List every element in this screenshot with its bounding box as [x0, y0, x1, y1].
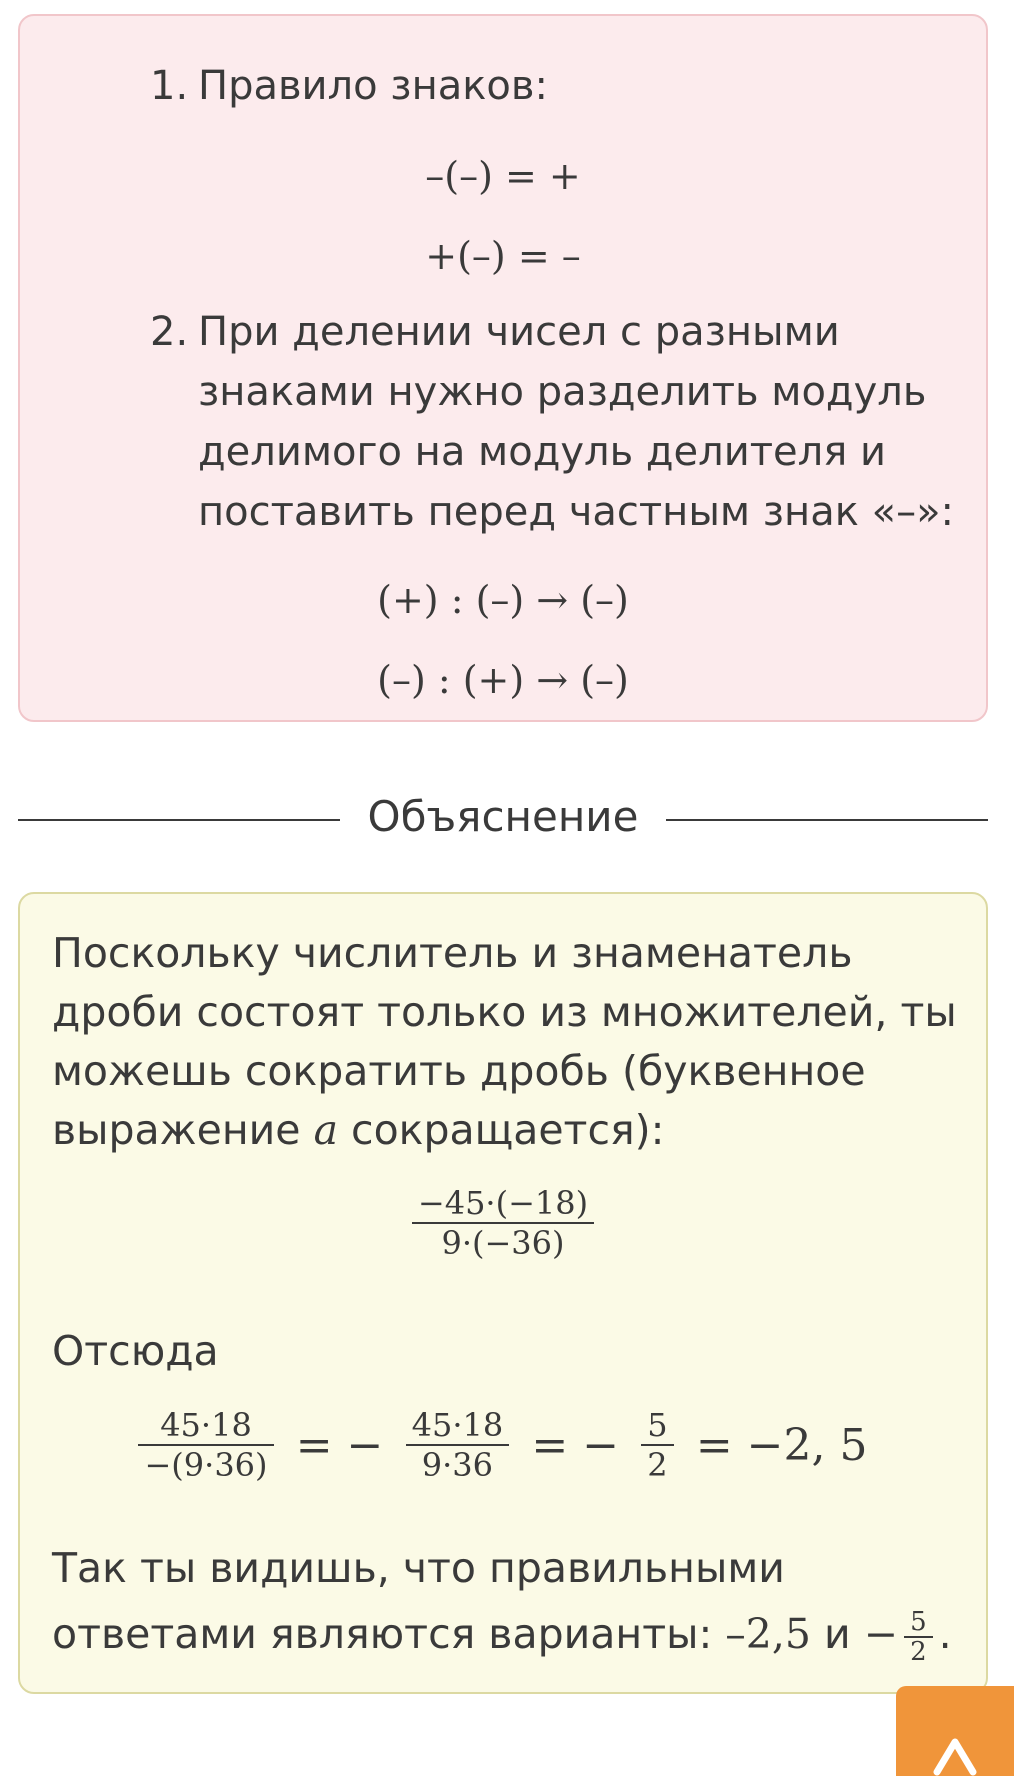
conclusion-text: ответами являются варианты:	[52, 1610, 726, 1658]
sign-rule-2: +(–) = –	[425, 234, 581, 278]
equation-chain	[20, 1406, 986, 1484]
fraction-denominator: 2	[910, 1637, 927, 1667]
sign-rule-1: –(–) = +	[425, 154, 581, 198]
rule-item-2-line: знаками нужно разделить модуль	[198, 369, 927, 415]
fraction-numerator: 5	[904, 1608, 933, 1638]
conclusion-line: Так ты видишь, что правильными	[52, 1544, 785, 1592]
equation-result: = −2, 5	[695, 1419, 868, 1471]
fraction-denominator: 9·36	[421, 1446, 494, 1484]
answer-fraction	[904, 1608, 933, 1666]
rule-item-2-line: делимого на модуль делителя и	[198, 429, 886, 475]
divider-line-right	[666, 819, 988, 821]
explanation-line: можешь сократить дробь (буквенное	[52, 1047, 866, 1095]
conclusion-period: .	[938, 1610, 952, 1658]
fraction-numerator: 45·18	[406, 1406, 510, 1446]
rule-item-2-number: 2.	[150, 309, 189, 355]
rule-item-2-line: При делении чисел с разными	[198, 309, 840, 355]
explanation-line-text: выражение	[52, 1106, 314, 1154]
divider-line-left	[18, 819, 340, 821]
explanation-card	[18, 892, 988, 1694]
conclusion-text: и	[811, 1610, 864, 1658]
equation-operator: = −	[295, 1419, 384, 1471]
fraction-numerator: 5	[641, 1406, 673, 1446]
answer-fraction-sign: −	[863, 1610, 899, 1658]
explanation-line	[52, 1101, 664, 1160]
explanation-line: дроби состоят только из множителей, ты	[52, 988, 957, 1036]
answer-value: –2,5	[725, 1610, 812, 1658]
conclusion-line	[52, 1604, 952, 1666]
fraction-denominator: 2	[647, 1446, 668, 1484]
rule-item-1-text: Правило знаков:	[198, 63, 548, 109]
explanation-heading: Объяснение	[367, 792, 639, 841]
otsyuda-label: Отсюда	[52, 1327, 219, 1375]
fraction-denominator: −(9·36)	[144, 1446, 268, 1484]
division-rule-2: (–) : (+) → (–)	[377, 658, 629, 702]
fraction-initial	[20, 1184, 986, 1262]
up-arrow-icon	[896, 1686, 1014, 1776]
division-rule-1: (+) : (–) → (–)	[377, 578, 629, 622]
fraction-numerator: −45·(−18)	[412, 1184, 594, 1224]
explanation-line: Поскольку числитель и знаменатель	[52, 929, 853, 977]
fraction-numerator: 45·18	[138, 1406, 273, 1446]
explanation-line-text: сокращается):	[338, 1106, 665, 1154]
scroll-up-button[interactable]	[896, 1686, 1014, 1776]
rule-item-2-line: поставить перед частным знак «–»:	[198, 489, 955, 535]
rule-card	[18, 14, 988, 722]
variable-a: a	[313, 1106, 339, 1154]
equation-operator: = −	[531, 1419, 620, 1471]
rule-item-1-number: 1.	[150, 63, 189, 109]
fraction-denominator: 9·(−36)	[441, 1224, 565, 1262]
